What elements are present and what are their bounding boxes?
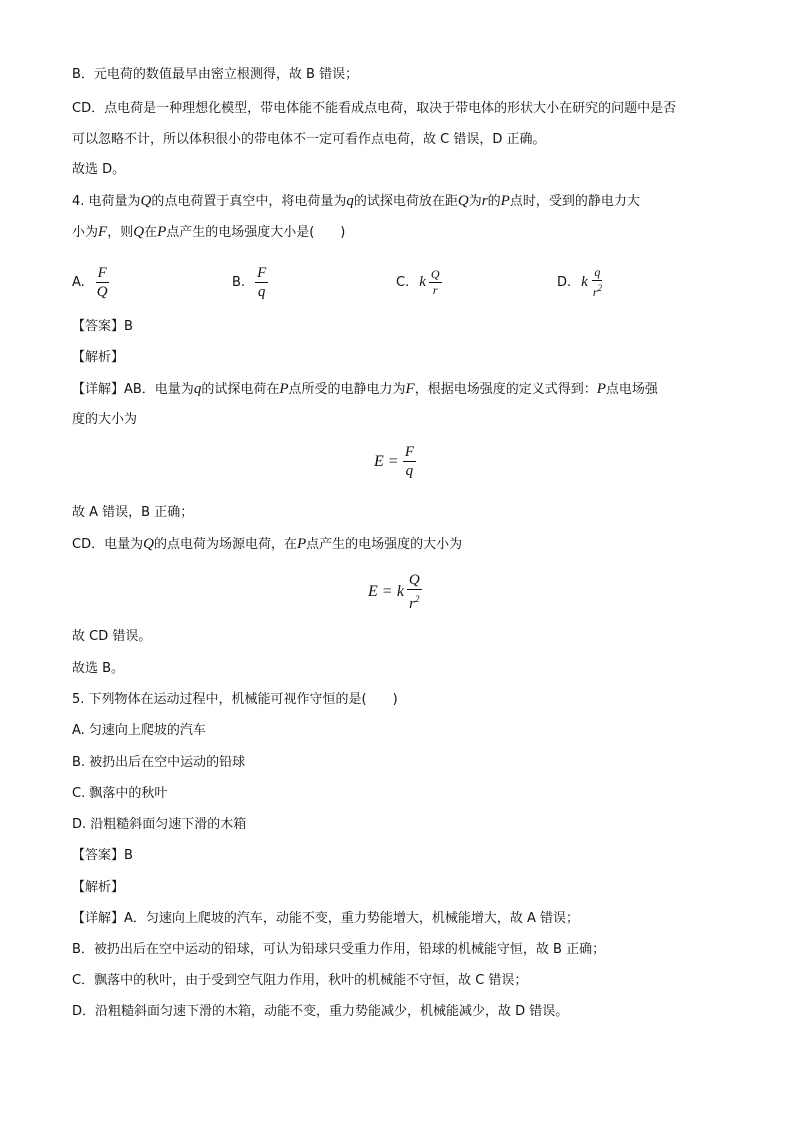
q4-option-c xyxy=(396,262,442,302)
var-P: P xyxy=(500,193,510,209)
text: 为 xyxy=(468,194,482,209)
coefficient-k: k xyxy=(396,583,404,600)
text: 的点电荷为场源电荷，在 xyxy=(153,537,297,552)
q5-option-a: A. 匀速向上爬坡的汽车 xyxy=(72,723,206,738)
text: 的 xyxy=(487,194,501,209)
var-F: F xyxy=(405,381,415,397)
text: 点产生的电场强度大小是( ) xyxy=(166,225,346,240)
q4-option-d xyxy=(557,262,604,302)
fraction xyxy=(403,444,416,479)
var-Q: Q xyxy=(143,536,154,552)
q5-option-c: C. 飘落中的秋叶 xyxy=(72,786,168,801)
q5-option-b: B. 被扔出后在空中运动的铅球 xyxy=(72,755,246,770)
numerator: Q xyxy=(430,266,440,281)
equation-e-kq-over-r2 xyxy=(368,572,422,612)
numerator: F xyxy=(404,444,414,460)
q5-detail-a: 【详解】A．匀速向上爬坡的汽车，动能不变，重力势能增大，机械能增大，故 A 错误； xyxy=(72,911,580,926)
numerator: Q xyxy=(408,572,420,588)
coefficient-k: k xyxy=(419,273,426,290)
var-P: P xyxy=(279,381,289,397)
exponent: 2 xyxy=(415,594,420,604)
q4-detail-line-1 xyxy=(72,380,658,399)
text: 的点电荷置于真空中，将电荷量为 xyxy=(151,194,347,209)
denominator xyxy=(591,281,604,299)
q4-option-a xyxy=(72,262,110,302)
eq-sign: = xyxy=(382,583,392,600)
q4-stem-line-2 xyxy=(72,223,345,242)
text: ，则 xyxy=(107,225,134,240)
eq-sign: = xyxy=(388,452,398,470)
denominator: r xyxy=(432,282,438,297)
q5-answer: 【答案】B xyxy=(72,848,133,863)
denominator xyxy=(407,590,421,612)
fraction xyxy=(429,268,442,297)
text: 的试探电荷放在距 xyxy=(353,194,458,209)
q5-detail-c: C．飘落中的秋叶，由于受到空气阻力作用，秋叶的机械能不守恒，故 C 错误； xyxy=(72,973,528,988)
eq-lhs: E xyxy=(368,583,378,600)
prev-cd-line-2: 可以忽略不计，所以体积很小的带电体不一定可看作点电荷，故 C 错误，D 正确。 xyxy=(72,132,546,147)
numerator: F xyxy=(97,264,107,281)
fraction xyxy=(255,265,268,300)
var-Q: Q xyxy=(457,193,469,209)
q4-answer: 【答案】B xyxy=(72,319,133,334)
q5-detail-b: B．被扔出后在空中运动的铅球，可认为铅球只受重力作用，铅球的机械能守恒，故 B 正确； xyxy=(72,942,606,957)
q4-choose: 故选 B。 xyxy=(72,661,125,676)
var-P: P xyxy=(596,381,606,397)
eq-lhs: E xyxy=(374,452,384,470)
var-q: q xyxy=(346,193,354,209)
fraction xyxy=(95,265,110,300)
option-label: C. xyxy=(396,274,410,290)
q4-detail-line-2: 度的大小为 xyxy=(72,412,138,427)
denominator-base: r xyxy=(409,596,416,612)
denominator: q xyxy=(257,283,266,300)
coefficient-k: k xyxy=(581,273,588,290)
denominator: q xyxy=(405,463,414,479)
q5-analysis-heading: 【解析】 xyxy=(72,880,125,895)
var-Q: Q xyxy=(140,193,152,209)
var-q: q xyxy=(193,381,202,397)
var-P: P xyxy=(296,536,307,552)
text: 【详解】AB．电量为 xyxy=(72,382,194,397)
text: CD．电量为 xyxy=(72,537,144,552)
fraction xyxy=(591,266,604,299)
option-label: A. xyxy=(72,274,85,290)
var-F: F xyxy=(98,224,108,240)
fraction xyxy=(407,572,422,612)
equation-e-f-over-q xyxy=(374,444,416,479)
numerator: q xyxy=(594,264,601,279)
option-label: D. xyxy=(557,274,572,290)
prev-b-line: B．元电荷的数值最早由密立根测得，故 B 错误； xyxy=(72,67,359,82)
text: 点所受的电静电力为 xyxy=(288,382,406,397)
text: 点产生的电场强度的大小为 xyxy=(306,537,463,552)
q4-analysis-heading: 【解析】 xyxy=(72,350,125,365)
text: 4. 电荷量为 xyxy=(72,194,141,209)
numerator: F xyxy=(257,264,267,281)
exponent: 2 xyxy=(597,282,602,293)
q4-stem-line-1 xyxy=(72,192,640,211)
q5-stem: 5. 下列物体在运动过程中，机械能可视作守恒的是( ) xyxy=(72,692,398,707)
q4-ab-conclusion: 故 A 错误，B 正确； xyxy=(72,505,194,520)
q4-cd-conclusion: 故 CD 错误。 xyxy=(72,629,152,644)
text: 点电场强 xyxy=(605,382,658,397)
prev-cd-line-1: CD．点电荷是一种理想化模型，带电体能不能看成点电荷，取决于带电体的形状大小在研究的问题中是否 xyxy=(72,101,677,116)
text: 点时，受到的静电力大 xyxy=(509,194,640,209)
q4-option-b xyxy=(232,262,268,302)
text: ，根据电场强度的定义式得到： xyxy=(414,382,597,397)
denominator: Q xyxy=(96,283,108,300)
var-Q: Q xyxy=(133,224,145,240)
q5-option-d: D. 沿粗糙斜面匀速下滑的木箱 xyxy=(72,817,247,832)
option-label: B. xyxy=(232,274,246,290)
q4-cd-line xyxy=(72,535,462,554)
prev-choose: 故选 D。 xyxy=(72,162,126,177)
text: 在 xyxy=(144,225,158,240)
var-P: P xyxy=(157,224,167,240)
denominator-base: r xyxy=(592,284,598,299)
var-r: r xyxy=(481,193,488,209)
text: 的试探电荷在 xyxy=(201,382,280,397)
text: 小为 xyxy=(72,225,99,240)
q5-detail-d: D．沿粗糙斜面匀速下滑的木箱，动能不变，重力势能减少，机械能减少，故 D 错误。 xyxy=(72,1004,569,1019)
